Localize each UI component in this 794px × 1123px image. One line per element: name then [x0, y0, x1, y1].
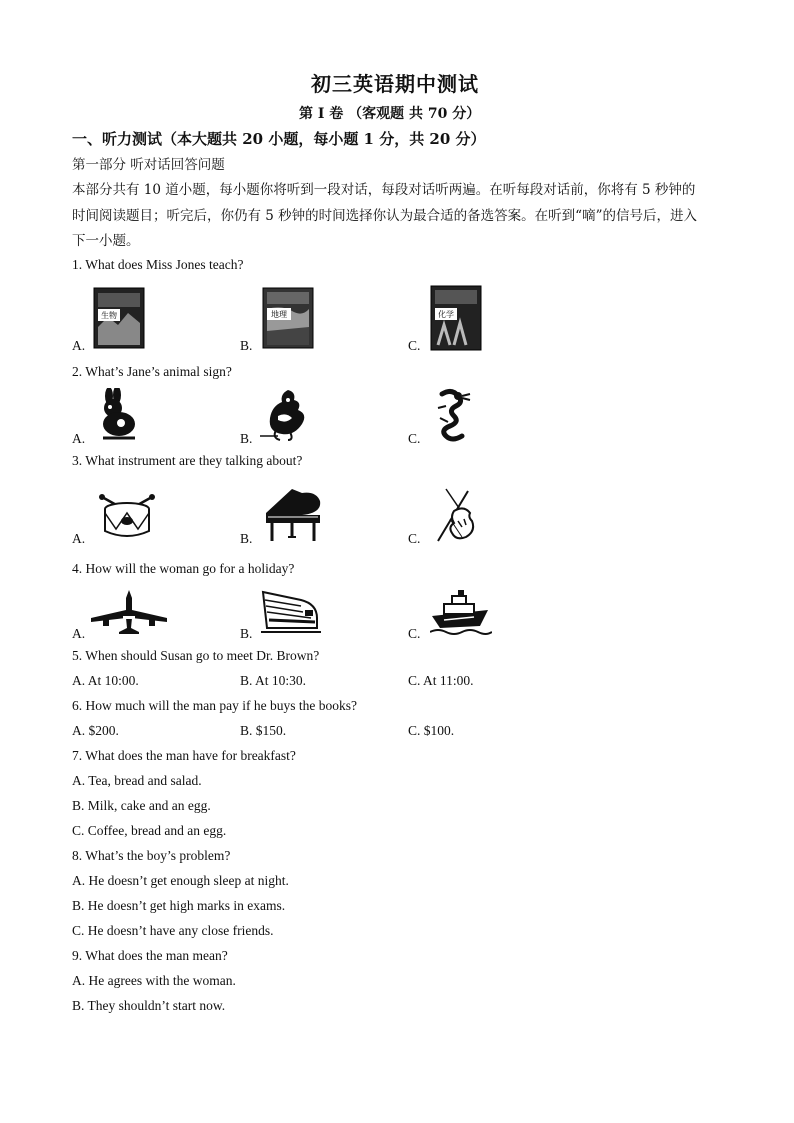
option-b: B. They shouldn’t start now.	[72, 998, 226, 1013]
option-b: B. $150.	[240, 723, 287, 738]
option-label-c: C.	[408, 626, 421, 641]
option-label-b: B.	[240, 531, 253, 546]
option-label-b: B.	[240, 626, 253, 641]
option-label-a: A.	[72, 338, 86, 353]
textbook-biology-icon	[93, 287, 145, 349]
train-icon	[261, 588, 321, 634]
ship-icon	[430, 590, 492, 636]
question-4: 4. How will the woman go for a holiday?	[72, 561, 295, 576]
part1-heading: 第一部分 听对话回答问题	[72, 157, 225, 173]
paper-subtitle: 第 I 卷 （客观题 共 70 分）	[299, 106, 481, 122]
option-label-a: A.	[72, 431, 86, 446]
option-c: C. Coffee, bread and an egg.	[72, 823, 227, 838]
option-a: A. He agrees with the woman.	[72, 973, 236, 988]
option-a: A. $200.	[72, 723, 119, 738]
option-label-c: C.	[408, 531, 421, 546]
option-c: C. $100.	[408, 723, 455, 738]
question-8: 8. What’s the boy’s problem?	[72, 848, 231, 863]
rooster-papercut-icon	[258, 386, 316, 442]
option-label-b: B.	[240, 431, 253, 446]
piano-icon	[262, 487, 326, 543]
option-b: B. He doesn’t get high marks in exams.	[72, 898, 286, 913]
option-label-a: A.	[72, 531, 86, 546]
svg-text:地理: 地理	[271, 310, 287, 319]
instructions-line-1: 本部分共有 10 道小题，每小题你将听到一段对话，每段对话听两遍。在听每段对话前，你将有 5 秒钟的	[72, 182, 696, 198]
question-5: 5. When should Susan go to meet Dr. Brown?	[72, 648, 320, 663]
instructions-line-3: 下一小题。	[72, 233, 140, 249]
instructions-line-2: 时间阅读题目；听完后，你仍有 5 秒钟的时间选择你认为最合适的备选答案。在听到“嘀”的信号后，进入	[72, 208, 697, 224]
svg-text:生物: 生物	[101, 311, 117, 320]
option-label-c: C.	[408, 338, 421, 353]
option-a: A. Tea, bread and salad.	[72, 773, 202, 788]
option-a: A. He doesn’t get enough sleep at night.	[72, 873, 289, 888]
option-c: C. He doesn’t have any close friends.	[72, 923, 274, 938]
option-b: B. At 10:30.	[240, 673, 307, 688]
question-2: 2. What’s Jane’s animal sign?	[72, 364, 232, 379]
question-1: 1. What does Miss Jones teach?	[72, 257, 244, 272]
option-a: A. At 10:00.	[72, 673, 139, 688]
option-label-b: B.	[240, 338, 253, 353]
question-3: 3. What instrument are they talking about?	[72, 453, 303, 468]
textbook-geography-icon	[262, 287, 314, 349]
option-label-a: A.	[72, 626, 86, 641]
section-heading-listening: 一、听力测试（本大题共 20 小题，每小题 1 分，共 20 分）	[72, 130, 486, 148]
dragon-papercut-icon	[428, 388, 474, 442]
violin-icon	[432, 487, 478, 543]
option-label-c: C.	[408, 431, 421, 446]
drum-icon	[98, 493, 156, 541]
option-b: B. Milk, cake and an egg.	[72, 798, 211, 813]
textbook-chemistry-icon	[430, 285, 482, 351]
airplane-icon	[89, 588, 169, 636]
question-7: 7. What does the man have for breakfast?	[72, 748, 296, 763]
option-c: C. At 11:00.	[408, 673, 474, 688]
page-title: 初三英语期中测试	[311, 72, 479, 96]
rabbit-papercut-icon	[95, 388, 141, 440]
question-6: 6. How much will the man pay if he buys the books?	[72, 698, 357, 713]
question-9: 9. What does the man mean?	[72, 948, 228, 963]
svg-text:化学: 化学	[438, 310, 454, 319]
